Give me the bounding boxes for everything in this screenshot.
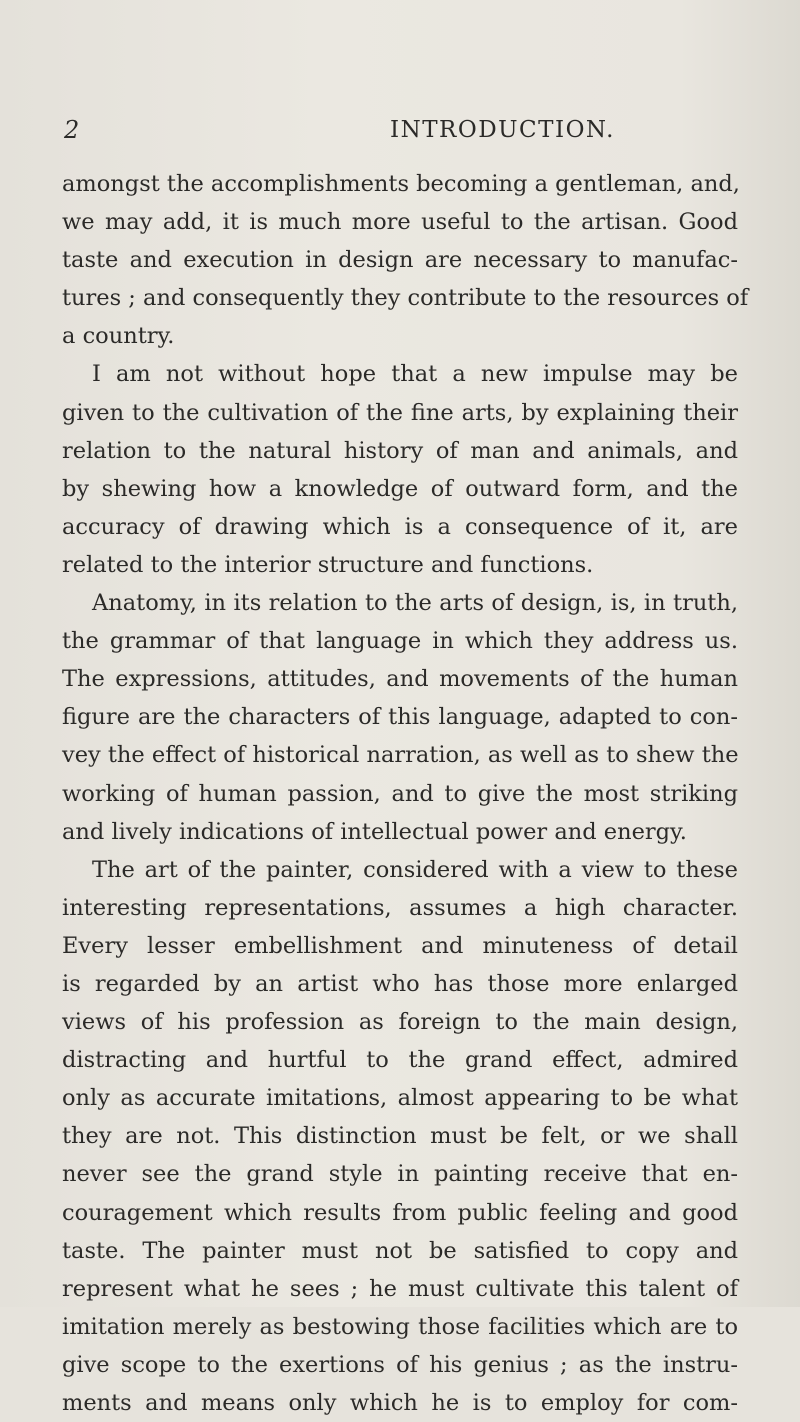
- text-line: represent what he sees ; he must cultivate this talent of: [62, 1275, 738, 1302]
- text-line: taste and execution in design are necessary to manufac-: [62, 247, 738, 274]
- text-line: related to the interior structure and functions.: [62, 551, 594, 578]
- text-line: and lively indications of intellectual power and energy.: [62, 818, 687, 845]
- text-line: never see the grand style in painting receive that en-: [62, 1161, 738, 1188]
- body-text: [62, 165, 749, 1422]
- text-line: vey the effect of historical narration, as well as to shew the: [62, 742, 739, 769]
- text-line: couragement which results from public feeling and good: [62, 1199, 738, 1226]
- text-line: accuracy of drawing which is a consequence of it, are: [62, 513, 738, 540]
- text-line: The art of the painter, considered with a view to these: [92, 856, 738, 883]
- text-line: a country.: [62, 323, 175, 350]
- text-line: interesting representations, assumes a high character.: [62, 894, 738, 921]
- text-line: Anatomy, in its relation to the arts of design, is, in truth,: [92, 590, 738, 617]
- text-line: only as accurate imitations, almost appearing to be what: [62, 1085, 738, 1112]
- text-line: the grammar of that language in which they address us.: [62, 628, 738, 655]
- text-line: The expressions, attitudes, and movements of the human: [62, 666, 738, 693]
- page-number: 2: [64, 116, 80, 144]
- text-line: I am not without hope that a new impulse may be: [92, 361, 738, 388]
- text-line: by shewing how a knowledge of outward form, and the: [62, 475, 738, 502]
- page-header: [60, 112, 740, 148]
- text-line: give scope to the exertions of his genius ; as the instru-: [62, 1351, 738, 1378]
- text-line: tures ; and consequently they contribute to the resources of: [62, 285, 749, 312]
- text-line: distracting and hurtful to the grand effect, admired: [62, 1047, 738, 1074]
- text-line: views of his profession as foreign to the main design,: [62, 1009, 738, 1036]
- running-head: INTRODUCTION.: [390, 117, 615, 143]
- text-line: figure are the characters of this language, adapted to con-: [62, 704, 738, 731]
- text-line: taste. The painter must not be satisfied to copy and: [62, 1237, 738, 1264]
- text-line: relation to the natural history of man and animals, and: [62, 437, 738, 464]
- text-line: amongst the accomplishments becoming a gentleman, and,: [62, 171, 740, 197]
- text-line: given to the cultivation of the fine arts, by explaining their: [62, 399, 738, 426]
- text-line: working of human passion, and to give the most striking: [62, 780, 738, 807]
- text-line: ments and means only which he is to employ for com-: [62, 1390, 738, 1416]
- text-line: Every lesser embellishment and minuteness of detail: [62, 932, 738, 959]
- text-line: we may add, it is much more useful to the artisan. Good: [62, 209, 738, 236]
- text-line: they are not. This distinction must be felt, or we shall: [62, 1123, 738, 1150]
- text-line: imitation merely as bestowing those facilities which are to: [62, 1313, 738, 1340]
- text-line: is regarded by an artist who has those more enlarged: [62, 970, 738, 997]
